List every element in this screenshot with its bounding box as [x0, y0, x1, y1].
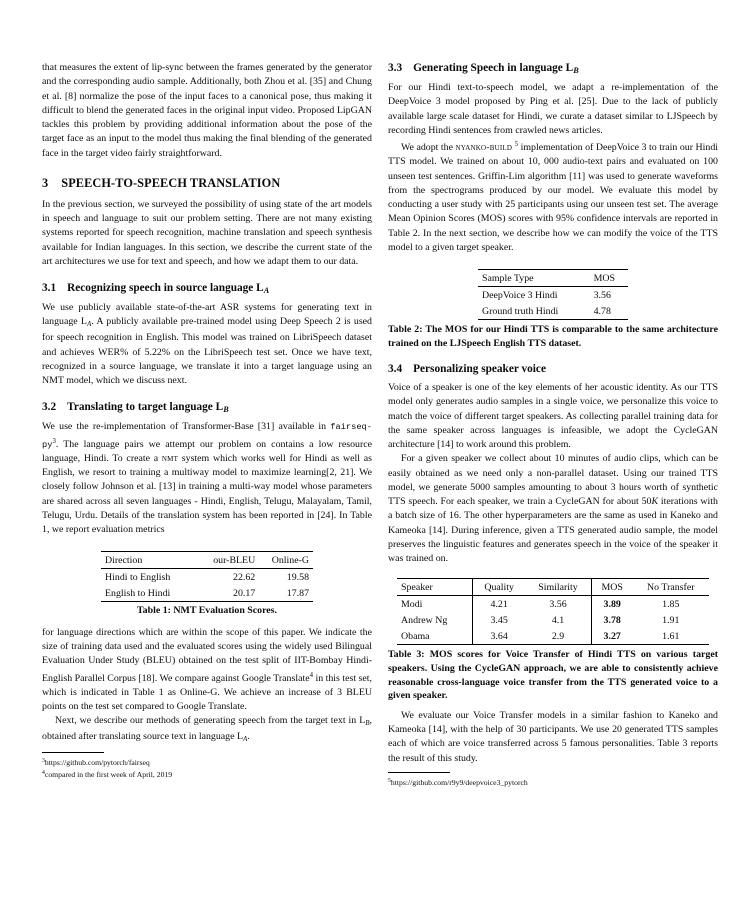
table-cell: 3.56	[525, 596, 591, 613]
subsection-number: 3.4	[388, 363, 403, 376]
text-fnsup: 5	[388, 777, 391, 784]
paragraph-asr	[42, 301, 372, 388]
text-mono: fairseq-py	[42, 422, 372, 450]
text-run: https://github.com/pytorch/fairseq	[44, 758, 150, 768]
text-run: system which works well for Hindi as well as English, we resort to training a multiway model to maximize learning[2, 21]. We closely follow Johnson et al. [13] in training a multi-way model whose parameters are shared across all seven languages - Hindi, English, Telugu, Malayalam, Tamil, Telugu, Urdu. Details of the translation system has been reported in [24]. In Table 1, we report evaluation metrics	[42, 452, 372, 536]
column-header: No Transfer	[633, 579, 709, 596]
table-cell: Hindi to English	[105, 571, 171, 583]
subsection-title	[413, 62, 579, 74]
table-cell: Ground truth Hindi	[478, 303, 584, 320]
subsection-number: 3.3	[388, 62, 403, 74]
text-run: For a given speaker we collect about 10 minutes of audio clips, which can be easily obtained as we need only a non-parallel dataset. Using our trained TTS model, we generate 5000 samples amounting to about 3 hours worth of synthetic TTS speech. For each speaker, we train a CycleGAN for about 50	[388, 453, 718, 508]
table-cell: 4.1	[525, 612, 591, 628]
text-run: https://github.com/r9y9/deepvoice3_pytorch	[390, 777, 528, 787]
table-cell: 3.64	[473, 628, 526, 645]
text-subh: B	[223, 405, 229, 415]
table-cell: 4.78	[584, 303, 628, 320]
section-number: 3	[42, 175, 49, 190]
right-column	[388, 61, 718, 788]
text-sup: 5	[514, 141, 519, 148]
text-run: . A publicly available pre-trained model using Deep Speech 2 is used for speech recognition in English. This model was trained on LibriSpeech dataset and achieves WER% of 5.22% on the LibriSpeech test set. Once we have text, recognized in a source language, we translate it into a target language using an NMT model, which we discuss next.	[42, 316, 372, 387]
footnote-3	[42, 756, 372, 768]
text-run: . The language pairs we attempt our problem on contains a low resource language, Hindi. To create a	[42, 438, 372, 464]
table-row	[397, 596, 709, 613]
table-cell: 2.9	[525, 628, 591, 645]
text-fnsup: 3	[42, 758, 45, 765]
text-run: Recognizing speech in source language L	[67, 282, 264, 294]
table-row	[478, 287, 628, 304]
table-cell: 19.58	[286, 571, 309, 583]
text-subh: A	[263, 286, 270, 295]
table-row	[101, 569, 313, 586]
table-cell: DeepVoice 3 Hindi	[482, 289, 558, 301]
footnote-rule	[388, 772, 450, 773]
subsection-heading-3-1	[42, 282, 372, 295]
text-sub: B	[365, 719, 370, 728]
text-it: K	[651, 496, 659, 508]
text-run: We use the re-implementation of Transformer-Base [31] available in	[42, 421, 331, 433]
text-run: implementation of DeepVoice 3 to train our Hindi TTS model. We trained on about 10, 000 audio-text pairs and evaluated on 100 unseen test sentences. Griffin-Lim algorithm [11] was used to generate waveforms from the spectrograms produced by our model. We evaluate this model by conducting a user study with 25 participants using our unseen test set. The average Mean Opinion Scores (MOS) scores with 95% confidence intervals are reported in Table 2. In the next section, we describe how we can modify the voice of the TTS model to a given target speaker.	[388, 142, 719, 253]
column-header: MOS	[591, 579, 632, 596]
text-run: for language directions which are within the scope of this paper. We indicate the size of training data used and the evaluated scores using the widely used Bilingual Evaluation Under Study (BLEU) obtained on the test split of IIT-Bombay Hindi-English Parallel Corpus [18]. We compare against Google Translate	[42, 626, 372, 684]
table-1-caption: Table 1: NMT Evaluation Scores.	[136, 605, 277, 617]
paragraph-nmt	[42, 420, 372, 537]
table-voice-transfer-mos	[397, 578, 709, 645]
table-cell: 17.87	[259, 585, 313, 602]
paragraph-cyclegan	[388, 452, 718, 566]
column-header: our-BLEU	[200, 552, 259, 569]
text-run: , obtained after translating source text in language L	[42, 715, 372, 743]
table-3-caption: Table 3: MOS scores for Voice Transfer of Hindi TTS on various target speakers. Using the CycleGAN approach, we are able to consistently achieve reasonable cross-language voice transfer from the TTS generated voice to a given speaker.	[388, 649, 718, 702]
subsection-heading-3-4	[388, 363, 718, 375]
table-cell: 1.61	[633, 628, 709, 645]
table-cell: 22.62	[233, 571, 256, 583]
paragraph-tts-intro: For our Hindi text-to-speech model, we adapt a re-implementation of the DeepVoice 3 model proposed by Ping et al. [25]. Due to the lack of publicly available large scale dataset for Hindi, we curate a dataset similar to LJSpeech by recording Hindi sentences from crawled news articles.	[388, 82, 718, 136]
subsection-title	[67, 401, 229, 413]
subsection-number: 3.1	[42, 282, 57, 294]
table-hindi-tts-mos	[478, 269, 628, 320]
text-run: We use publicly available state-of-the-art ASR systems for generating text in language L	[42, 302, 372, 328]
text-run: in this test set, which is indicated in Table 1 as Online-G. We achieve an increase of 3 BLEU points on the test set compared to Google Translate.	[42, 672, 372, 713]
table-cell: 3.45	[490, 614, 508, 626]
table-cell: English to Hindi	[101, 585, 200, 602]
text-run: .	[247, 731, 250, 743]
text-fnsup: 4	[42, 770, 45, 777]
text-sub: A	[86, 320, 92, 329]
table-header-row	[478, 270, 628, 287]
section-heading-3	[42, 176, 372, 191]
subsection-title	[67, 282, 269, 294]
table-row	[397, 612, 709, 628]
text-subh: B	[573, 66, 579, 75]
text-run: Translating to target language L	[67, 401, 224, 414]
paragraph-next-speech	[42, 714, 372, 746]
text-run: Next, we describe our methods of generating speech from the target text in L	[55, 715, 366, 727]
column-header: Speaker	[397, 579, 473, 596]
table-cell: Obama	[397, 628, 473, 645]
table-cell: 20.17	[200, 585, 259, 602]
table-row	[101, 585, 313, 602]
table-header-row	[101, 552, 313, 569]
text-sup: 3	[52, 437, 56, 445]
paragraph-lipgan: that measures the extent of lip-sync between the frames generated by the generator and the corresponding audio sample. Additionally, both Zhou et al. [35] and Chung et al. [8] normalize the pose of the input faces to a canonical pose, thus making it difficult to blend the generated faces in the original input video. Proposed LipGAN tackles this problem by providing additional information about the pose of the target face as an input to the model thus making the final blending of the generated face in the target video fairly straightforward.	[42, 62, 372, 159]
text-run: Generating Speech in language L	[413, 62, 574, 74]
text-run: We adopt the	[401, 142, 456, 153]
text-sub: A	[243, 735, 248, 744]
table-cell: Andrew Ng	[397, 612, 473, 628]
section-title: SPEECH-TO-SPEECH TRANSLATION	[61, 175, 281, 190]
paragraph-section3-intro: In the previous section, we surveyed the possibility of using state of the art models in speech and language to suit our problem setting. There are not many existing systems reported for speech recognition, machine translation and speech synthesis available for Indian languages. In this section, we describe the current state of the art architectures we use for text and speech, and how we adapt them to our data.	[42, 198, 372, 267]
column-header: Quality	[473, 579, 526, 596]
table-cell: 4.21	[490, 598, 508, 610]
left-column	[42, 61, 372, 788]
table-cell: Modi	[397, 596, 473, 613]
table-nmt-evaluation	[101, 551, 313, 602]
table-cell: 1.91	[662, 614, 680, 626]
table-cell: 3.89	[603, 598, 621, 610]
table-cell: 3.56	[593, 289, 611, 301]
table-row	[478, 303, 628, 320]
table-header-row	[397, 579, 709, 596]
footnote-4	[42, 768, 372, 780]
column-header: Similarity	[525, 579, 591, 596]
column-header: Direction	[101, 552, 200, 569]
subsection-heading-3-2	[42, 401, 372, 414]
column-header: Online-G	[259, 552, 313, 569]
text-sc: nyanko-build	[455, 142, 513, 153]
paragraph-bleu	[42, 626, 372, 715]
paragraph-voice-transfer-eval: We evaluate our Voice Transfer models in a similar fashion to Kaneko and Kameoka [14], with the help of 30 participants. We use 20 generated TTS samples each of which are voice transferred across 5 famous personalities. Table 3 reports the result of this study.	[388, 709, 718, 764]
footnote-rule	[42, 752, 104, 753]
table-cell: 3.78	[603, 614, 621, 626]
subsection-title: Personalizing speaker voice	[413, 363, 546, 376]
subsection-number: 3.2	[42, 401, 57, 414]
paragraph-nyanko	[388, 138, 718, 255]
text-sup: 4	[309, 671, 313, 679]
subsection-heading-3-3	[388, 62, 718, 75]
text-run: compared in the first week of April, 2019	[44, 770, 173, 780]
table-cell: 1.85	[662, 598, 680, 610]
table-row	[397, 628, 709, 645]
column-header: MOS	[584, 270, 628, 287]
table-2-caption: Table 2: The MOS for our Hindi TTS is comparable to the same architecture trained on the LJSpeech English TTS dataset.	[388, 324, 718, 349]
text-run: iterations with a batch size of 16. The other hyperparameters are the same as used in Kaneko and Kameoka [14]. During inference, given a TTS generated audio sample, the model preserves the linguistic features and generates speech in the voice of the speaker it was trained on.	[388, 496, 718, 565]
text-sc: nmt	[161, 452, 179, 464]
paragraph-voice-identity: Voice of a speaker is one of the key elements of her acoustic identity. As our TTS model only generates audio samples in a single voice, we personalize this voice to match the voice of different target speakers. As collecting parallel training data for the same speaker across languages is infeasible, we adopt the CycleGAN architecture [14] to work around this problem.	[388, 382, 718, 451]
table-cell: 3.27	[591, 628, 632, 645]
column-header: Sample Type	[478, 270, 584, 287]
footnote-5	[388, 776, 718, 788]
